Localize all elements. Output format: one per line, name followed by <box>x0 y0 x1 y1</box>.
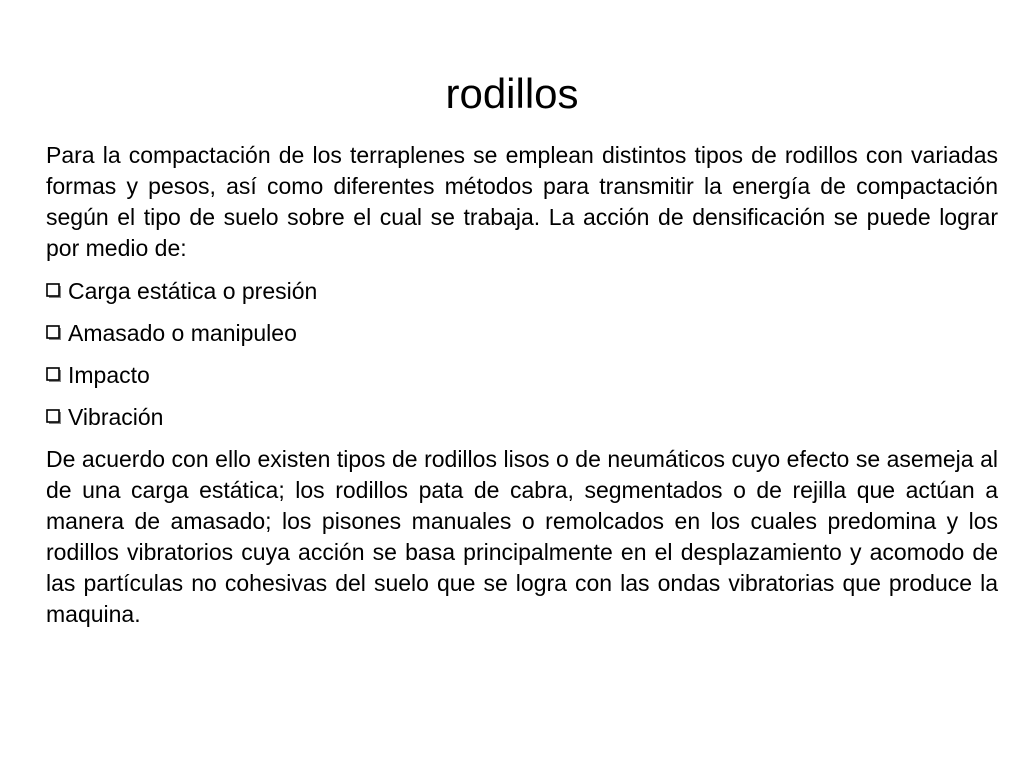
slide-body <box>46 140 998 642</box>
bullet-item-carga-estatica <box>46 276 998 307</box>
bullet-label: Impacto <box>68 362 150 388</box>
bullet-item-amasado <box>46 318 998 349</box>
bullet-label: Vibración <box>68 404 164 430</box>
bullet-item-impacto <box>46 360 998 391</box>
bullet-label: Carga estática o presión <box>68 278 318 304</box>
checkbox-icon <box>46 325 62 341</box>
slide-title: rodillos <box>445 70 579 118</box>
bullet-label: Amasado o manipuleo <box>68 320 297 346</box>
closing-paragraph: De acuerdo con ello existen tipos de rodillos lisos o de neumáticos cuyo efecto se asemeja al de una carga estática; los rodillos pata de cabra, segmentados o de rejilla que actúan a manera de amasado; los pisones manuales o remolcados en los cuales predomina y los rodillos vibratorios cuya acción se basa principalmente en el desplazamiento y acomodo de las partículas no cohesivas del suelo que se logra con las ondas vibratorias que produce la maquina. <box>46 446 998 627</box>
checkbox-icon <box>46 409 62 425</box>
intro-paragraph: Para la compactación de los terraplenes se emplean distintos tipos de rodillos con variadas formas y pesos, así como diferentes métodos para transmitir la energía de compactación según el tipo de suelo sobre el cual se trabaja. La acción de densificación se puede lograr por medio de: <box>46 142 998 261</box>
bullet-item-vibracion <box>46 402 998 433</box>
bullet-list <box>46 276 998 433</box>
checkbox-icon <box>46 283 62 299</box>
checkbox-icon <box>46 367 62 383</box>
